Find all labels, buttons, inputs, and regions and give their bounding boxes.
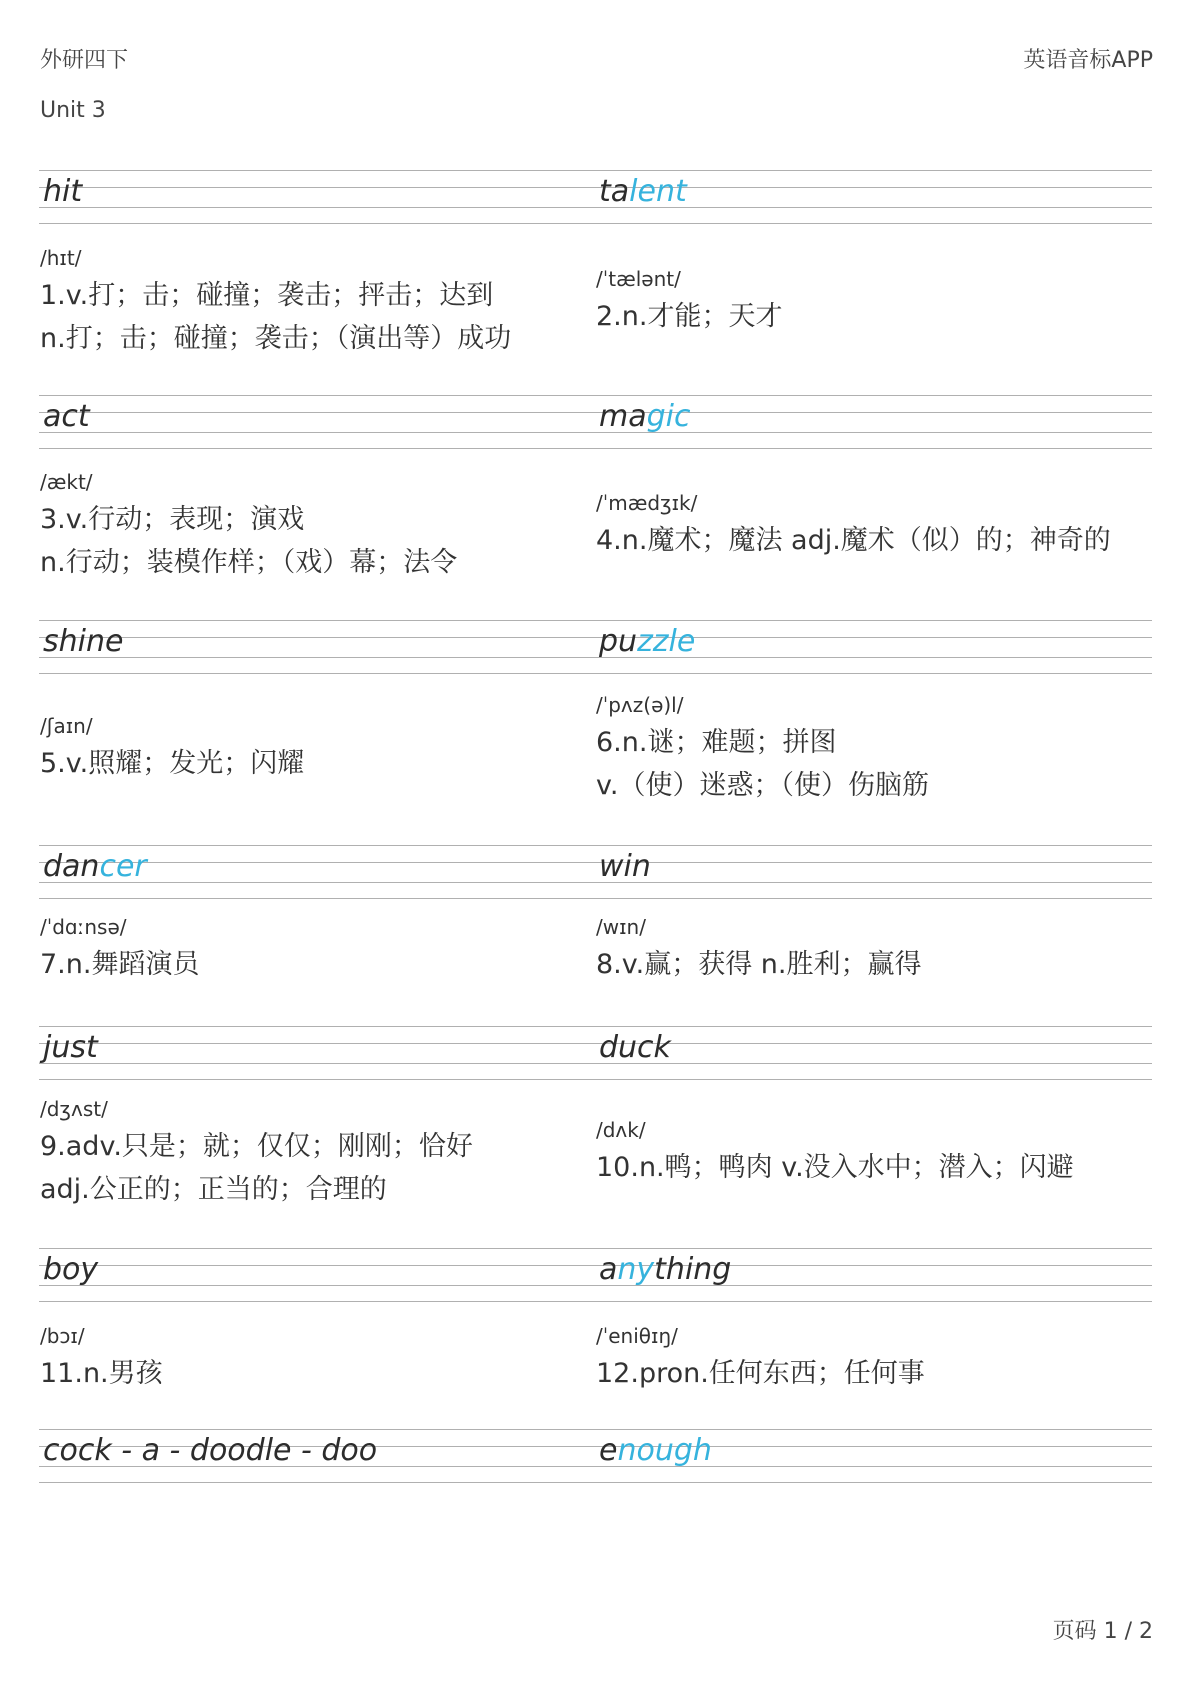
word-highlight-segment: zzle: [637, 624, 696, 659]
guide-line: [39, 1301, 1152, 1302]
guide-line: [39, 1043, 1152, 1044]
word-segment: a: [599, 1252, 618, 1287]
header-grade-label: 外研四下: [40, 48, 129, 73]
phonetic-transcription: /ˈtælənt/: [596, 267, 681, 291]
handwriting-guide-lines: [39, 170, 1152, 226]
definition-line: v.（使）迷惑；（使）伤脑筋: [596, 770, 929, 801]
vocab-entry: [40, 914, 580, 980]
definition-line: 8.v.赢；获得 n.胜利；赢得: [596, 949, 922, 980]
vocab-word: [599, 1028, 671, 1068]
definition-line: 11.n.男孩: [40, 1358, 163, 1389]
guide-line: [39, 620, 1152, 621]
word-segment: e: [599, 1433, 618, 1468]
phonetic-transcription: /ˈdɑːnsə/: [40, 915, 127, 939]
definition-line: 2.n.才能；天才: [596, 301, 783, 332]
phonetic-transcription: /hɪt/: [40, 246, 82, 270]
vocab-word: [43, 1431, 377, 1471]
word-segment: thing: [654, 1252, 732, 1287]
phonetic-transcription: /ˈpʌz(ə)l/: [596, 693, 684, 717]
phonetic-transcription: /ʃaɪn/: [40, 714, 93, 738]
guide-line: [39, 882, 1152, 883]
guide-line: [39, 1429, 1152, 1430]
vocab-word: [43, 847, 147, 887]
vocab-word: [599, 397, 690, 437]
word-segment: pu: [599, 624, 638, 659]
definition-line: 5.v.照耀；发光；闪耀: [40, 748, 305, 779]
word-highlight-segment: cer: [99, 849, 147, 884]
definition-line: 10.n.鸭；鸭肉 v.没入水中；潜入；闪避: [596, 1152, 1074, 1183]
word-highlight-segment: ny: [617, 1252, 655, 1287]
guide-line: [39, 1063, 1152, 1064]
definition-line: adj.公正的；正当的；合理的: [40, 1174, 387, 1205]
word-highlight-segment: gic: [646, 399, 691, 434]
guide-line: [39, 845, 1152, 846]
vocab-word: [43, 397, 90, 437]
definition-line: 4.n.魔术；魔法 adj.魔术（似）的；神奇的: [596, 525, 1111, 556]
vocab-word: [599, 172, 687, 212]
vocab-word: [599, 1431, 712, 1471]
guide-line: [39, 1265, 1152, 1266]
definition-line: n.行动；装模作样；（戏）幕；法令: [40, 547, 458, 578]
phonetic-transcription: /dʌk/: [596, 1118, 646, 1142]
word-segment: cock - a - doodle - doo: [43, 1433, 378, 1468]
vocab-entry: [596, 1323, 1136, 1389]
vocab-entry: [40, 1096, 580, 1205]
handwriting-guide-lines: [39, 1248, 1152, 1304]
guide-line: [39, 448, 1152, 449]
guide-line: [39, 170, 1152, 171]
vocab-entry: [596, 266, 1136, 332]
word-segment: just: [43, 1030, 98, 1065]
word-segment: win: [599, 849, 651, 884]
guide-line: [39, 1248, 1152, 1249]
unit-title: Unit 3: [40, 98, 106, 123]
vocab-word: [43, 1028, 98, 1068]
vocab-entry: [40, 245, 580, 354]
guide-line: [39, 1026, 1152, 1027]
guide-line: [39, 1285, 1152, 1286]
guide-line: [39, 395, 1152, 396]
definition-line: 3.v.行动；表现；演戏: [40, 504, 305, 535]
vocab-entry: [596, 914, 1136, 980]
guide-line: [39, 1482, 1152, 1483]
word-segment: boy: [43, 1252, 99, 1287]
guide-line: [39, 637, 1152, 638]
phonetic-transcription: /ˈmædʒɪk/: [596, 491, 698, 515]
word-segment: shine: [43, 624, 124, 659]
vocab-word: [43, 172, 82, 212]
word-segment: ta: [599, 174, 630, 209]
definition-line: 9.adv.只是；就；仅仅；刚刚；恰好: [40, 1131, 473, 1162]
handwriting-guide-lines: [39, 1026, 1152, 1082]
page-number: 页码 1 / 2: [1052, 1619, 1153, 1644]
vocab-word: [599, 847, 651, 887]
vocab-word: [43, 1250, 98, 1290]
guide-line: [39, 432, 1152, 433]
vocab-entry: [596, 1117, 1136, 1183]
guide-line: [39, 862, 1152, 863]
word-segment: hit: [43, 174, 83, 209]
vocab-word: [599, 622, 695, 662]
guide-line: [39, 207, 1152, 208]
guide-line: [39, 187, 1152, 188]
guide-line: [39, 223, 1152, 224]
definition-line: n.打；击；碰撞；袭击；（演出等）成功: [40, 323, 512, 354]
vocab-entry: [596, 490, 1136, 556]
word-segment: act: [43, 399, 90, 434]
guide-line: [39, 412, 1152, 413]
definition-line: 12.pron.任何东西；任何事: [596, 1358, 925, 1389]
word-segment: duck: [599, 1030, 671, 1065]
definition-line: 6.n.谜；难题；拼图: [596, 727, 837, 758]
guide-line: [39, 673, 1152, 674]
word-segment: dan: [43, 849, 100, 884]
vocab-entry: [40, 1323, 580, 1389]
vocab-entry: [40, 469, 580, 578]
guide-line: [39, 898, 1152, 899]
word-highlight-segment: lent: [629, 174, 687, 209]
definition-line: 1.v.打；击；碰撞；袭击；抨击；达到: [40, 280, 494, 311]
phonetic-transcription: /wɪn/: [596, 915, 646, 939]
handwriting-guide-lines: [39, 845, 1152, 901]
header-app-name: 英语音标APP: [1023, 48, 1153, 73]
phonetic-transcription: /ækt/: [40, 470, 93, 494]
vocab-entry: [596, 692, 1136, 801]
word-highlight-segment: nough: [617, 1433, 712, 1468]
guide-line: [39, 1079, 1152, 1080]
phonetic-transcription: /dʒʌst/: [40, 1097, 108, 1121]
word-segment: ma: [599, 399, 647, 434]
phonetic-transcription: /bɔɪ/: [40, 1324, 85, 1348]
handwriting-guide-lines: [39, 620, 1152, 676]
phonetic-transcription: /ˈeniθɪŋ/: [596, 1324, 678, 1348]
definition-line: 7.n.舞蹈演员: [40, 949, 200, 980]
guide-line: [39, 657, 1152, 658]
vocab-entry: [40, 713, 580, 779]
vocab-word: [599, 1250, 731, 1290]
vocab-word: [43, 622, 123, 662]
handwriting-guide-lines: [39, 395, 1152, 451]
